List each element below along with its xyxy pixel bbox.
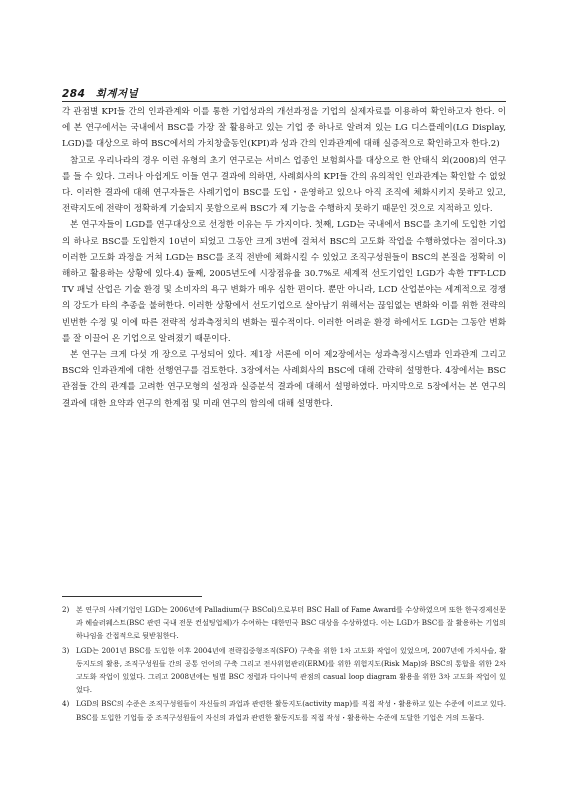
journal-title: 회계저널 — [95, 88, 139, 100]
footnote-rule — [62, 596, 202, 597]
footnote-number: 4) — [62, 699, 70, 709]
header-rule — [62, 101, 506, 102]
footnote-text: LGD는 2001년 BSC를 도입한 이후 2004년에 전략집중형조직(SFO) 구축을 위한 1차 고도화 작업이 있었으며, 2007년에 가치사슬, 활동지도의 활용, 조직구성원들 간의 공통 언어의 구축 그리고 전사위험관리(ERM)를 위한 위험지도(Risk Map)와 BSC의 통합을 위한 2차 고도화 작업이 있었다. 그리고 2008년에는 팀별 BSC 정렬과 다이나믹 관점의 casual loop diagram 활용을 위한 3차 고도화 작업이 있었다. — [76, 645, 506, 695]
footnote — [62, 697, 506, 723]
paragraph: 본 연구는 크게 다섯 개 장으로 구성되어 있다. 제1장 서론에 이어 제2장에서는 성과측정시스템과 인과관계 그리고 BSC와 인과관계에 대한 선행연구를 검토한다. 3장에서는 사례회사의 BSC에 대해 간략히 설명한다. 4장에서는 BSC 관점들 간의 관계를 고려한 연구모형의 설정과 실증분석 결과에 대해서 설명하였다. 마지막으로 5장에서는 본 연구의 결과에 대한 요약과 연구의 한계점 및 미래 연구의 함의에 대해 설명한다. — [62, 350, 506, 409]
footnote-number: 3) — [62, 645, 70, 655]
body-text — [62, 104, 506, 412]
footnotes — [62, 603, 506, 725]
page-number: 284 — [62, 88, 86, 100]
footnote-text: LGD의 BSC의 수준은 조직구성원들이 자신들의 과업과 관련한 활동지도(activity map)를 직접 작성・활용하고 있는 수준에 이르고 있다. BSC를 도입한 기업들 중 조직구성원들이 자신의 과업과 관련한 활동지도를 직접 작성・활용하는 수준에 도달한 기업은 거의 드물다. — [76, 699, 506, 722]
paragraph: 참고로 우리나라의 경우 이런 유형의 초기 연구로는 서비스 업종인 보험회사를 대상으로 한 안태식 외(2008)의 연구를 들 수 있다. 그러나 아쉽게도 이들 연구 결과에 의하면, 사례회사의 KPI들 간의 유의적인 인과관계는 확인할 수 없었다. 이러한 결과에 대해 연구자들은 사례기업이 BSC를 도입・운영하고 있으나 아직 조직에 체화시키지 못하고 있고, 전략지도에 전략이 정확하게 기술되지 못함으로써 BSC가 제 기능을 수행하지 못하기 때문인 것으로 지적하고 있다. — [62, 155, 506, 215]
running-header — [62, 86, 506, 101]
footnote — [62, 644, 506, 697]
footnote — [62, 603, 506, 643]
paragraph: 각 관점별 KPI들 간의 인과관계와 이를 통한 기업성과의 개선과정을 기업의 실제자료를 이용하여 확인하고자 한다. 이에 본 연구에서는 국내에서 BSC를 가장 잘 활용하고 있는 기업 중 하나로 알려져 있는 LG 디스플레이(LG Display, LGD)를 대상으로 하여 BSC에서의 가치창출동인(KPI)과 성과 간의 인과관계에 대해 실증적으로 확인하고자 한다.2) — [62, 107, 506, 150]
footnote-number: 2) — [62, 605, 70, 614]
paragraph: 본 연구자들이 LGD를 연구대상으로 선정한 이유는 두 가지이다. 첫째, LGD는 국내에서 BSC를 초기에 도입한 기업의 하나로 BSC를 도입한지 10년이 되었고 그동안 크게 3번에 걸쳐서 BSC의 고도화 작업을 수행하였다는 점이다.3) 이러한 고도화 과정을 거쳐 LGD는 BSC를 조직 전반에 체화시킬 수 있었고 조직구성원들이 BSC의 본질을 정확히 이해하고 활용하는 상황에 있다.4) 둘째, 2005년도에 시장점유율 30.7%로 세계적 선도기업인 LGD가 속한 TFT-LCD TV 패널 산업은 기술 환경 및 소비자의 욕구 변화가 매우 심한 편이다. 뿐만 아니라, LCD 산업분야는 세계적으로 경쟁의 강도가 타의 추종을 불허한다. 이러한 상황에서 선도기업으로 살아남기 위해서는 끊임없는 변화와 이를 위한 전략의 빈번한 수정 및 이에 따른 전략적 성과측정치의 변화는 필수적이다. 이러한 어려운 환경 하에서도 LGD는 그동안 변화를 잘 이끌어 온 기업으로 알려졌기 때문이다. — [62, 220, 506, 344]
footnote-text: 본 연구의 사례기업인 LGD는 2006년에 Palladium(구 BSCol)으로부터 BSC Hall of Fame Award를 수상하였으며 또한 한국경제신문과 헤슬러웨스트(BSC 관련 국내 전문 컨설팅업체)가 수여하는 대한민국 BSC 대상을 수상하였다. 이는 LGD가 BSC를 잘 활용하는 기업의 하나임을 간접적으로 뒷받침한다. — [76, 605, 506, 641]
